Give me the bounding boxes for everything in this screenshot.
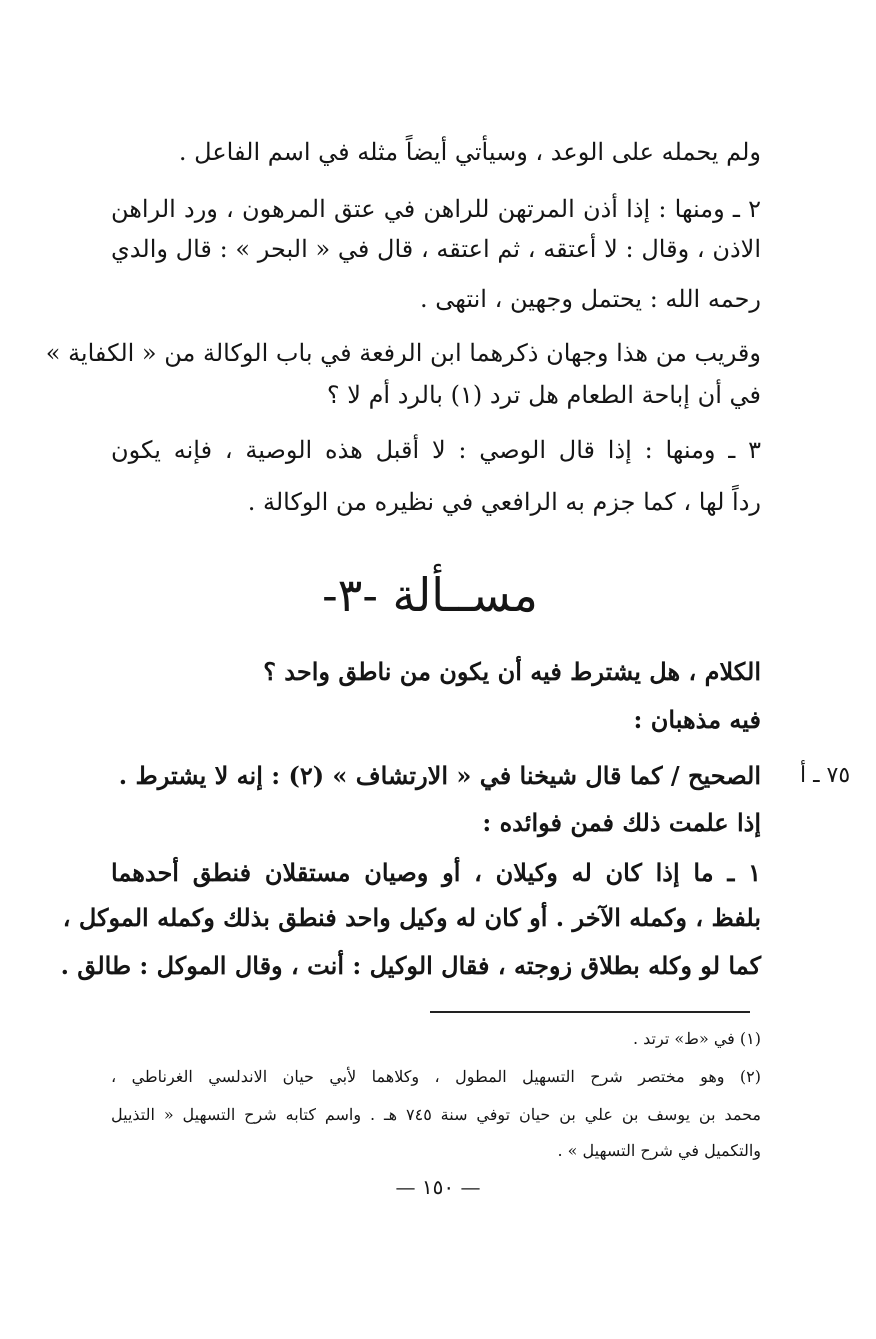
page-number: — ١٥٠ — (395, 1175, 481, 1199)
footnote-2-line-1: (٢) وهو مختصر شرح التسهيل المطول ، وكلاهما لأبي حيان الاندلسي الغرناطي ، (111, 1067, 761, 1086)
footnote-2-line-2: محمد بن يوسف بن علي بن حيان توفي سنة ٧٤٥ هـ . واسم كتابه شرح التسهيل « التذييل (111, 1105, 762, 1124)
text-line-8: رداً لها ، كما جزم به الرافعي في نظيره من الوكالة . (247, 488, 761, 516)
text-line-2: ٢ ـ ومنها : إذا أذن المرتهن للراهن في عتق المرهون ، ورد الراهن (111, 195, 761, 223)
footnote-separator (430, 1011, 750, 1013)
text-line-9: ١ ـ ما إذا كان له وكيلان ، أو وصيان مستقلان فنطق أحدهما (111, 858, 761, 887)
benefits-line: إذا علمت ذلك فمن فوائده : (482, 808, 761, 837)
text-line-11: كما لو وكله بطلاق زوجته ، فقال الوكيل : أنت ، وقال الموكل : طالق . (60, 951, 761, 980)
correct-view-line: الصحيح / كما قال شيخنا في « الارتشاف » (٢) : إنه لا يشترط . (118, 761, 761, 790)
text-line-4: رحمه الله : يحتمل وجهين ، انتهى . (420, 285, 761, 313)
text-line-3: الاذن ، وقال : لا أعتقه ، ثم اعتقه ، قال في « البحر » : قال والدي (111, 235, 761, 263)
text-line-1: ولم يحمله على الوعد ، وسيأتي أيضاً مثله في اسم الفاعل . (178, 138, 761, 166)
section-heading: مســألة -٣- (322, 568, 538, 622)
text-line-5: وقريب من هذا وجهان ذكرهما ابن الرفعة في باب الوكالة من « الكفاية » (45, 339, 761, 367)
footnote-2-line-3: والتكميل في شرح التسهيل » . (557, 1141, 761, 1160)
text-line-7: ٣ ـ ومنها : إذا قال الوصي : لا أقبل هذه الوصية ، فإنه يكون (111, 436, 761, 464)
doctrines-line: فيه مذهبان : (633, 705, 761, 734)
footnote-1: (١) في «ط» ترتد . (632, 1029, 761, 1048)
text-line-6: في أن إباحة الطعام هل ترد (١) بالرد أم لا ؟ (326, 381, 761, 409)
question-line: الكلام ، هل يشترط فيه أن يكون من ناطق واحد ؟ (263, 657, 761, 686)
margin-folio-note: ٧٥ ـ أ (800, 763, 851, 788)
text-line-10: بلفظ ، وكمله الآخر . أو كان له وكيل واحد فنطق بذلك وكمله الموكل ، (62, 903, 761, 932)
